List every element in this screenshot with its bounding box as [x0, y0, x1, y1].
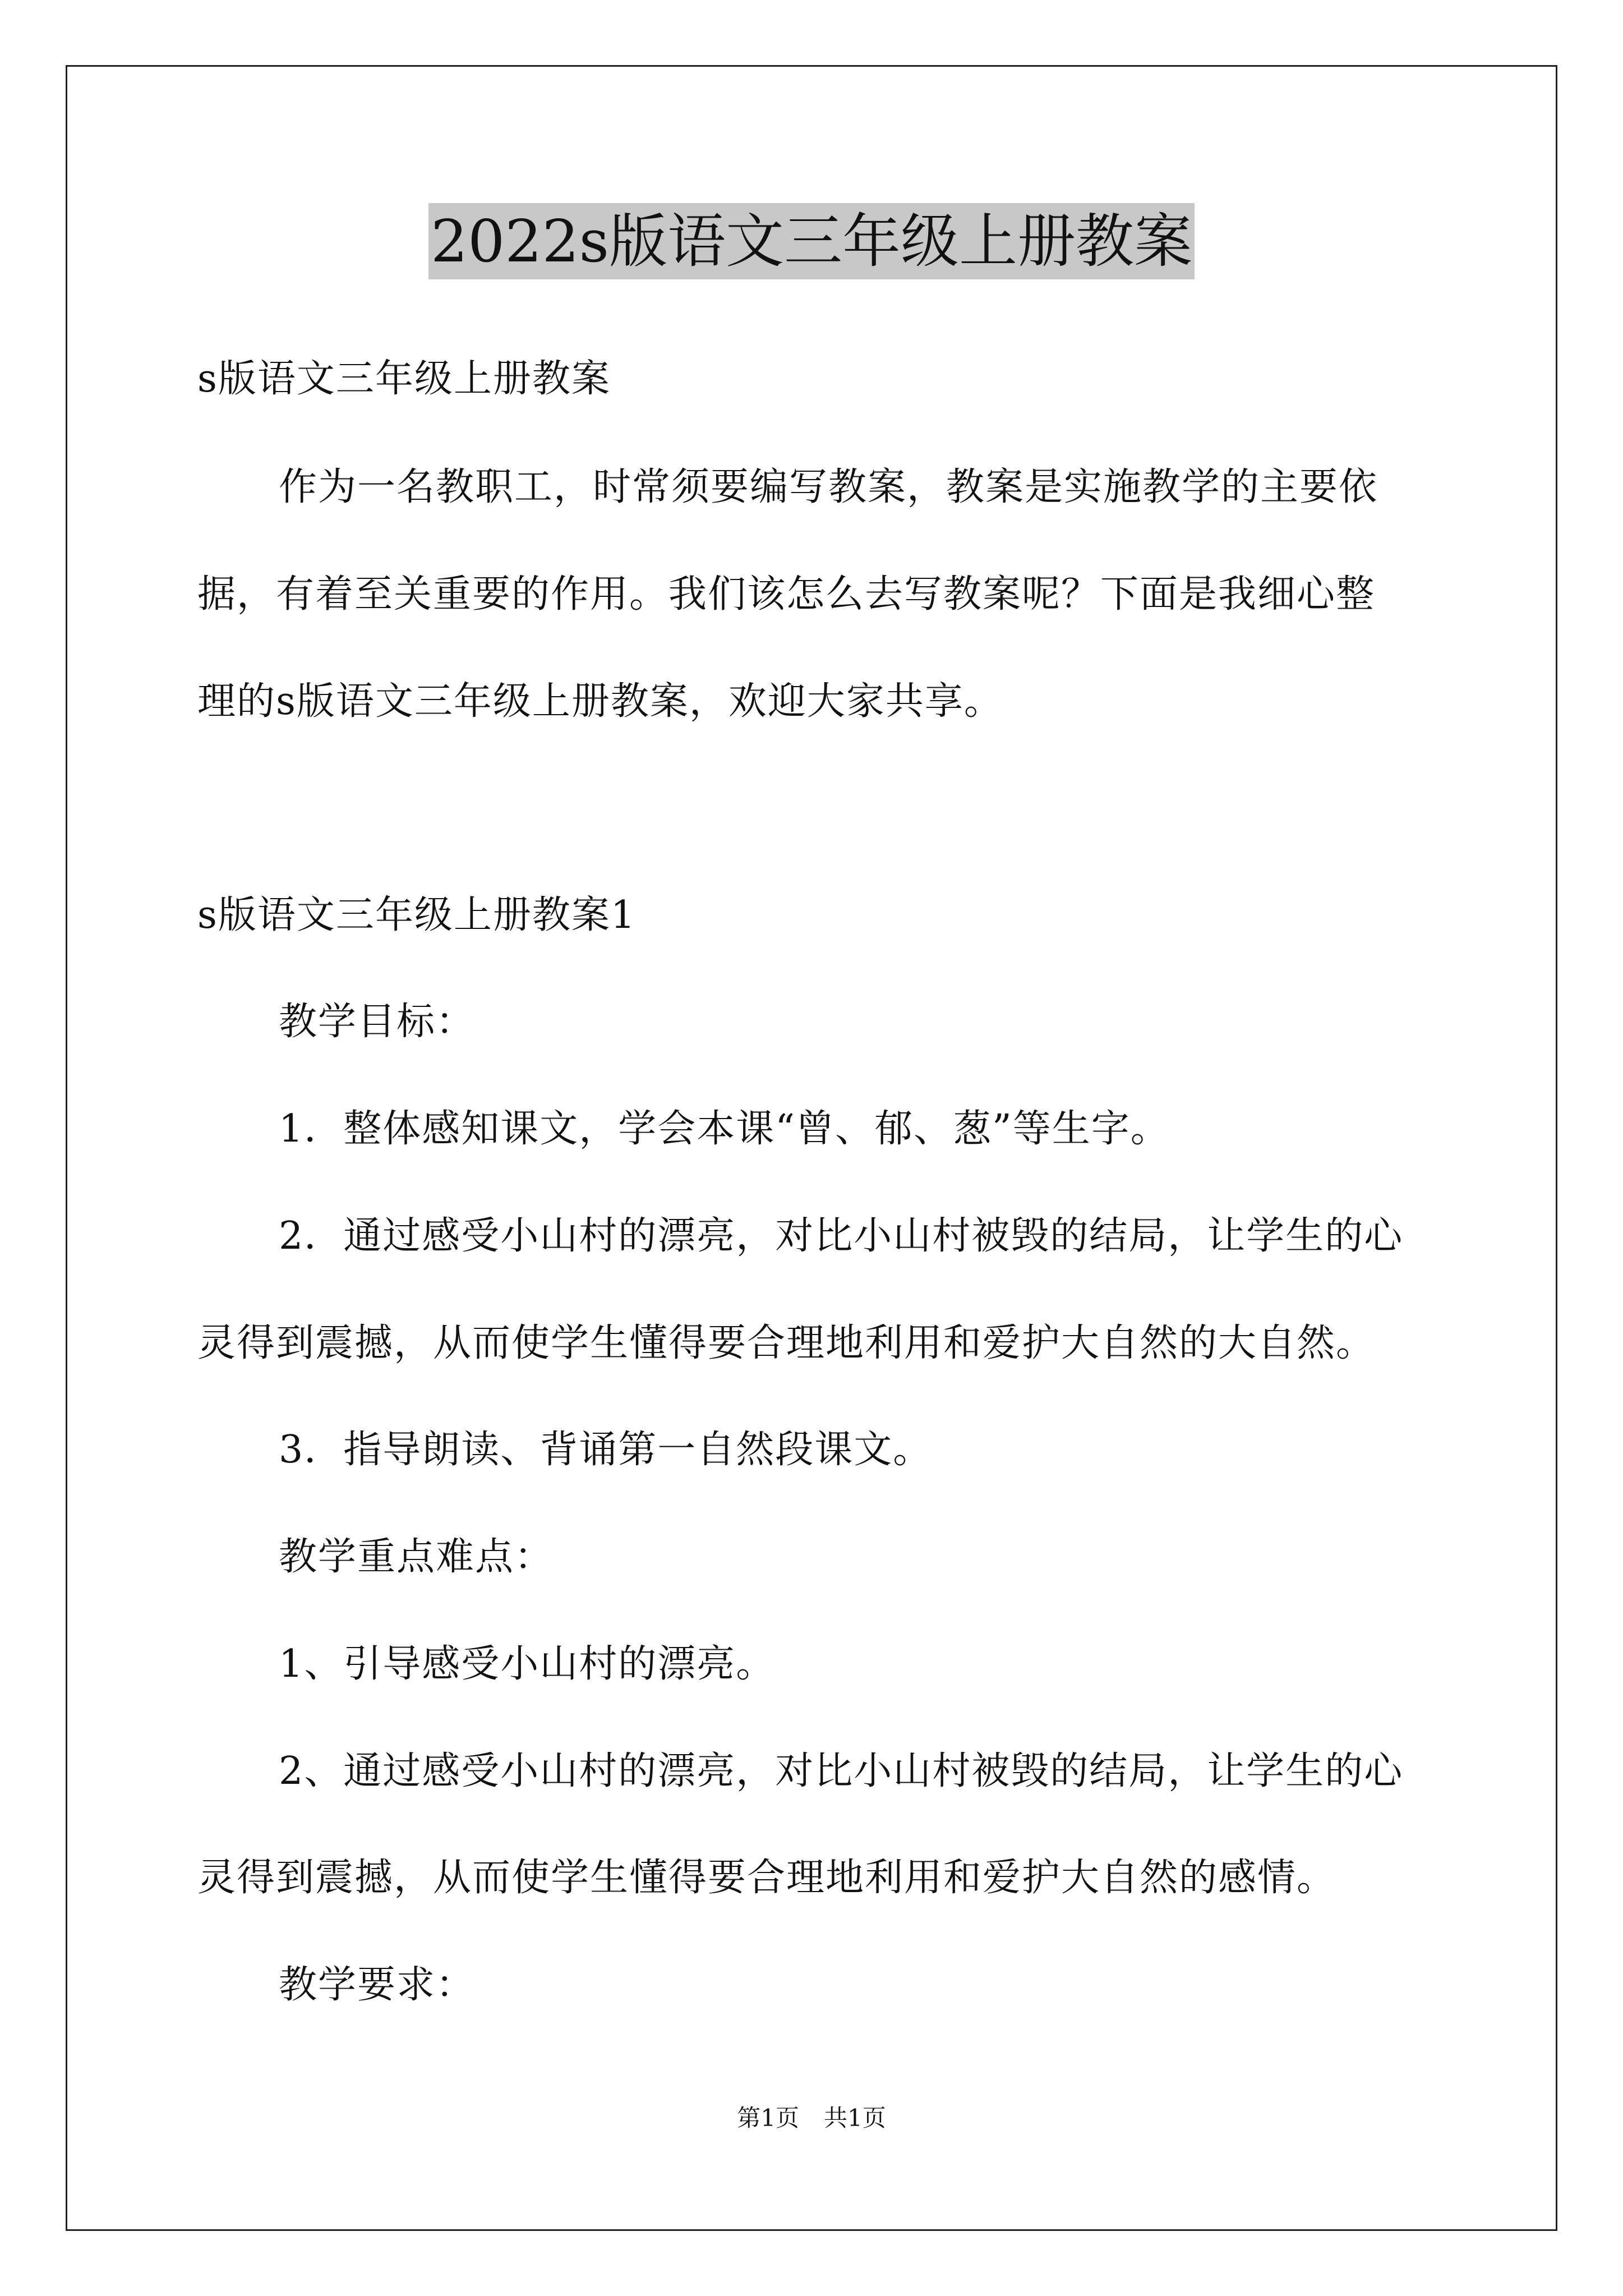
document-title: 2022s版语文三年级上册教案 [428, 203, 1195, 279]
objective-3: 3．指导朗读、背诵第一自然段课文。 [279, 1428, 933, 1472]
objective-2-line-2: 灵得到震撼，从而使学生懂得要合理地利用和爱护大自然的大自然。 [197, 1321, 1376, 1365]
objective-2-line-1: 2．通过感受小山村的漂亮，对比小山村被毁的结局，让学生的心 [279, 1214, 1404, 1258]
intro-line-2: 据，有着至关重要的作用。我们该怎么去写教案呢？下面是我细心整 [197, 572, 1376, 616]
page-footer [0, 2102, 1623, 2134]
subtitle-line: s版语文三年级上册教案 [197, 357, 611, 401]
page-current-label: 第1页 [737, 2104, 799, 2132]
section-heading: s版语文三年级上册教案1 [197, 893, 637, 937]
key-point-2-line-1: 2、通过感受小山村的漂亮，对比小山村被毁的结局，让学生的心 [279, 1749, 1404, 1793]
objective-1: 1．整体感知课文，学会本课“曾、郁、葱”等生字。 [279, 1107, 1170, 1151]
key-point-1: 1、引导感受小山村的漂亮。 [279, 1642, 776, 1686]
title-container [0, 203, 1623, 279]
key-point-2-line-2: 灵得到震撼，从而使学生懂得要合理地利用和爱护大自然的感情。 [197, 1856, 1336, 1900]
objectives-heading: 教学目标： [279, 1000, 476, 1044]
intro-line-3: 理的s版语文三年级上册教案，欢迎大家共享。 [197, 679, 1003, 724]
key-points-heading: 教学重点难点： [279, 1535, 554, 1579]
page-total-label: 共1页 [824, 2104, 886, 2132]
requirements-heading: 教学要求： [279, 1963, 476, 2007]
intro-line-1: 作为一名教职工，时常须要编写教案，教案是实施教学的主要依 [279, 465, 1378, 509]
